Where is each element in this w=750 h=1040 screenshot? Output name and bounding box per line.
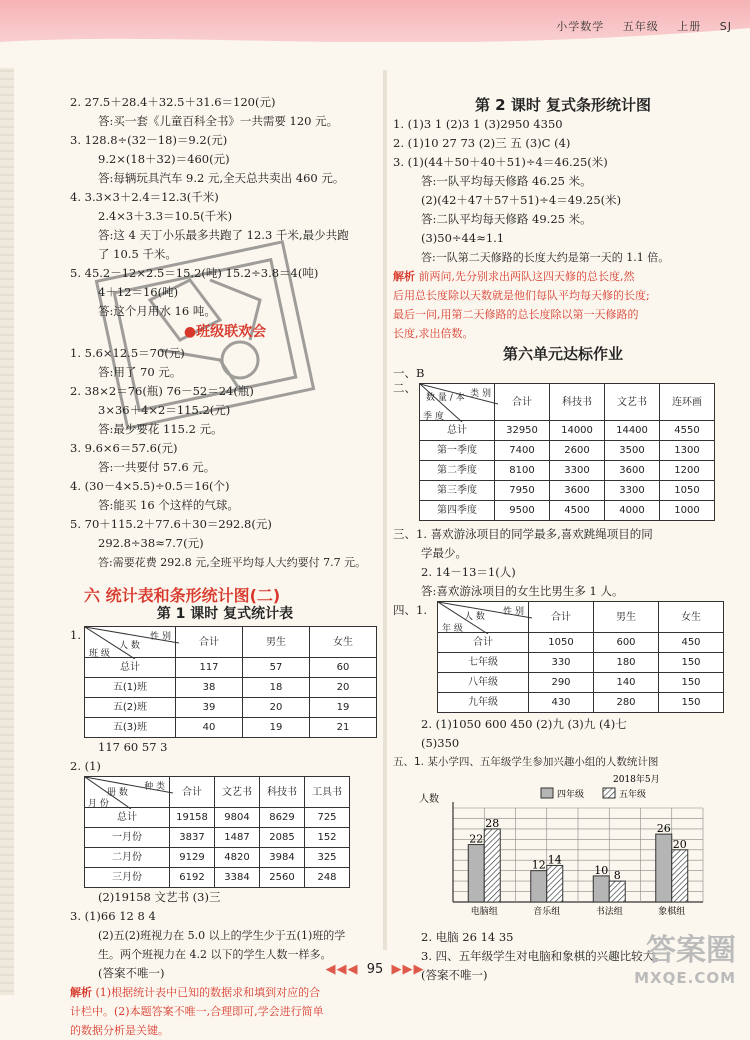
analysis-line	[70, 983, 380, 1002]
answer-line: 5. 70＋115.2＋77.6＋30＝292.8(元)	[70, 517, 272, 531]
bar-grade5	[672, 850, 688, 902]
answer-line: 3. 四、五年级学生对电脑和象棋的兴趣比较大。	[421, 949, 666, 963]
legend-label-grade5: 五年级	[619, 790, 647, 800]
analysis-line	[393, 267, 733, 286]
table-cell: 57	[243, 658, 310, 678]
table-cell: 117	[176, 658, 243, 678]
table-cell: 总计	[85, 808, 170, 828]
header-edition: SJ	[719, 20, 732, 33]
answer-line: 答:一队第二天修路的长度大约是第一天的 1.1 倍。	[421, 251, 670, 264]
analysis-line: 计栏中。(2)本题答案不唯一,合理即可,学会进行简单	[70, 1005, 324, 1018]
table-cell: 14000	[550, 421, 605, 441]
table-cell: 280	[594, 693, 659, 713]
table-cell: 248	[305, 868, 350, 888]
analysis-line: 最后一问,用第二天修路的总长度除以第一天修路的	[393, 308, 639, 321]
answer-line: 了 10.5 千米。	[98, 247, 177, 261]
chart-categories	[471, 905, 686, 917]
bar-grade4	[468, 845, 484, 902]
analysis-label: 解析	[393, 270, 415, 283]
bar-value-label: 26	[656, 822, 671, 836]
answer-line: 一、B	[393, 366, 425, 380]
answer-line: 答:每辆玩具汽车 9.2 元,全天总共卖出 460 元。	[98, 171, 345, 185]
table-cell: 合计	[438, 633, 529, 653]
table-header: 合计	[170, 777, 215, 808]
answer-line: 2.4×3＋3.3＝10.5(千米)	[98, 209, 233, 223]
table-cell: 4500	[550, 501, 605, 521]
bar-value-label: 14	[547, 853, 562, 867]
answer-line: (答案不唯一)	[98, 966, 165, 980]
question-label: 2. (1)	[70, 759, 101, 773]
category-label: 象棋组	[658, 907, 686, 917]
table-cell: 1050	[660, 481, 715, 501]
table-cell: 总计	[85, 658, 176, 678]
page-header	[542, 18, 732, 34]
table-header: 合计	[529, 602, 594, 633]
bar-value-label: 28	[485, 816, 500, 830]
answer-line: 4＋12＝16(吨)	[98, 285, 179, 299]
page-number: 95	[366, 962, 384, 977]
column-divider	[383, 70, 387, 950]
table-cell: 150	[659, 673, 724, 693]
answer-line: (5)350	[421, 736, 460, 750]
unit-test-title: 第六单元达标作业	[502, 345, 623, 363]
table-cell: 1200	[660, 461, 715, 481]
table-cell: 4820	[215, 848, 260, 868]
table-cell: 3984	[260, 848, 305, 868]
table-row	[85, 658, 377, 678]
table-header: 文艺书	[605, 384, 660, 421]
bar-value-label: 12	[531, 858, 546, 872]
table-cell: 3837	[170, 828, 215, 848]
table-cell: 9129	[170, 848, 215, 868]
analysis-text: (1)根据统计表中已知的数据求和填到对应的合	[95, 986, 321, 999]
table-cell: 2560	[260, 868, 305, 888]
bar-grade5	[484, 829, 500, 902]
answer-line: 2. 电脑 26 14 35	[421, 930, 514, 944]
table-cell: 1000	[660, 501, 715, 521]
table-row	[438, 653, 724, 673]
table-cell: 32950	[495, 421, 550, 441]
lesson-2-title: 第 2 课时 复式条形统计图	[474, 96, 652, 114]
table-row	[420, 481, 715, 501]
table-cell: 40	[176, 718, 243, 738]
bar-grade4	[531, 871, 547, 902]
bar-value-label: 20	[672, 837, 687, 851]
bar-grade4	[656, 834, 672, 902]
table-corner-cell	[85, 627, 176, 658]
watermark-text: 答案圈	[646, 933, 736, 968]
table-cell: 150	[659, 693, 724, 713]
table-cell: 九年级	[438, 693, 529, 713]
table-cell: 五(2)班	[85, 698, 176, 718]
table-cell: 19	[243, 718, 310, 738]
party-section-title: ●班级联欢会	[183, 324, 267, 340]
table-cell: 330	[529, 653, 594, 673]
answer-line: 9.2×(18＋32)＝460(元)	[98, 152, 230, 166]
table-cell: 4550	[660, 421, 715, 441]
table-header: 工具书	[305, 777, 350, 808]
answer-line: 3. (1)(44＋50＋40＋51)÷4＝46.25(米)	[393, 155, 608, 169]
answer-line: 学最少。	[421, 546, 467, 560]
table-cell: 4000	[605, 501, 660, 521]
table-row	[85, 808, 350, 828]
table-row	[438, 693, 724, 713]
question-two	[393, 379, 733, 521]
analysis-label: 解析	[70, 986, 92, 999]
legend-label-grade4: 四年级	[557, 790, 585, 800]
right-column	[393, 96, 733, 985]
table-corner-cell	[420, 384, 495, 421]
header-volume: 上册	[677, 20, 702, 33]
table-cell: 6192	[170, 868, 215, 888]
table-row	[85, 678, 377, 698]
answer-line: 4. (30－4×5.5)÷0.5＝16(个)	[70, 479, 230, 493]
table-cell: 290	[529, 673, 594, 693]
table-cell: 152	[305, 828, 350, 848]
table-cell: 450	[659, 633, 724, 653]
category-label: 书法组	[595, 907, 623, 917]
answer-line: 三、1. 喜欢游泳项目的同学最多,喜欢跳绳项目的同	[393, 527, 653, 541]
table-row	[85, 868, 350, 888]
table-cell: 七年级	[438, 653, 529, 673]
answer-line: 117 60 57 3	[98, 740, 168, 754]
table-cell: 1050	[529, 633, 594, 653]
answer-line: 3. (1)66 12 8 4	[70, 909, 156, 923]
table-header: 科技书	[550, 384, 605, 421]
table-cell: 3384	[215, 868, 260, 888]
table-row	[85, 698, 377, 718]
answer-line: 答:这 4 天丁小乐最多共跑了 12.3 千米,最少共跑	[98, 228, 349, 242]
bar-grade5	[609, 881, 625, 902]
answer-line: 4. 3.3×3＋2.4＝12.3(千米)	[70, 190, 219, 204]
table-cell: 2600	[550, 441, 605, 461]
question-label: 四、1.	[393, 603, 427, 617]
answer-line: 答:能买 16 个这样的气球。	[98, 498, 239, 512]
answer-line: 2. (1)1050 600 450 (2)九 (3)九 (4)七	[421, 717, 627, 731]
corner-label-top: 种 类	[144, 782, 165, 792]
table-cell: 150	[659, 653, 724, 673]
legend-swatch-grade4	[541, 788, 553, 798]
answer-line: 答:最少要花 115.2 元。	[98, 422, 223, 436]
table-cell: 8629	[260, 808, 305, 828]
header-curve	[0, 28, 750, 68]
unit-title: 六 统计表和条形统计图(二)	[84, 586, 281, 605]
answer-line: 2. 38×2＝76(瓶) 76－52＝24(瓶)	[70, 384, 254, 398]
table-cell: 19	[310, 698, 377, 718]
answer-line: 答:用了 70 元。	[98, 365, 182, 379]
answer-line: (2)五(2)班视力在 5.0 以上的学生少于五(1)班的学	[98, 929, 346, 942]
table-row	[420, 421, 715, 441]
grade-gender-table	[437, 601, 724, 713]
analysis-line: 的数据分析是关键。	[70, 1024, 169, 1037]
table-header: 男生	[594, 602, 659, 633]
question-four	[393, 601, 733, 713]
table-cell: 八年级	[438, 673, 529, 693]
table-cell: 180	[594, 653, 659, 673]
book-stats-table	[84, 776, 350, 888]
answer-line: (答案不唯一)	[421, 968, 488, 982]
left-column	[70, 93, 380, 1040]
corner-label-bottom: 班 级	[89, 649, 110, 659]
answer-line: 3. 128.8÷(32－18)＝9.2(元)	[70, 133, 228, 147]
table-row	[438, 633, 724, 653]
answer-line: 5. 45.2－12×2.5＝15.2(吨) 15.2÷3.8＝4(吨)	[70, 266, 319, 280]
table-cell: 39	[176, 698, 243, 718]
watermark-url: MXQE.COM	[634, 969, 736, 987]
answer-line: 答:这个月用水 16 吨。	[98, 304, 216, 318]
answer-line: 答:一队平均每天修路 46.25 米。	[421, 174, 592, 188]
table-cell: 9804	[215, 808, 260, 828]
legend-swatch-grade5	[603, 788, 615, 798]
table-cell: 第四季度	[420, 501, 495, 521]
table-row	[438, 673, 724, 693]
answer-line: 2. 27.5＋28.4＋32.5＋31.6＝120(元)	[70, 95, 276, 109]
bar-value-label: 8	[613, 869, 621, 883]
table-cell: 14400	[605, 421, 660, 441]
table-cell: 725	[305, 808, 350, 828]
corner-label-mid: 人 数	[464, 612, 485, 622]
table-cell: 7950	[495, 481, 550, 501]
table-cell: 18	[243, 678, 310, 698]
analysis-text: 前两问,先分别求出两队这四天修的总长度,然	[418, 270, 635, 283]
lesson-1-title: 第 1 课时 复式统计表	[156, 606, 294, 622]
corner-label-bottom: 年 级	[442, 624, 463, 634]
table-cell: 8100	[495, 461, 550, 481]
table-cell: 7400	[495, 441, 550, 461]
header-subject: 小学数学	[556, 20, 605, 33]
table-header: 连环画	[660, 384, 715, 421]
table-row	[85, 848, 350, 868]
table-cell: 38	[176, 678, 243, 698]
answer-line: 生。两个班视力在 4.2 以下的学生人数一样多。	[98, 948, 332, 961]
answer-line: 五、1. 某小学四、五年级学生参加兴趣小组的人数统计图	[393, 756, 659, 768]
chart-subtitle: 2018年5月	[613, 775, 660, 785]
table-cell: 总计	[420, 421, 495, 441]
table-cell: 第三季度	[420, 481, 495, 501]
answer-line: 2. (1)10 27 73 (2)三 五 (3)C (4)	[393, 136, 571, 150]
answer-line: 2. 14－13＝1(人)	[421, 565, 516, 579]
table-cell: 一月份	[85, 828, 170, 848]
prev-arrows: ◀◀◀	[325, 962, 359, 977]
corner-label-mid: 人 数	[119, 641, 140, 651]
table-row	[420, 501, 715, 521]
analysis-line: 后用总长度除以天数就是他们每队平均每天修的长度;	[393, 289, 650, 302]
table-cell: 19158	[170, 808, 215, 828]
table-cell: 二月份	[85, 848, 170, 868]
bar-value-label: 22	[469, 832, 484, 846]
category-label: 音乐组	[533, 907, 561, 917]
watermark	[634, 925, 736, 987]
table-cell: 第一季度	[420, 441, 495, 461]
question-label: 1.	[70, 628, 81, 642]
answer-line: 292.8÷38≈7.7(元)	[98, 536, 204, 550]
table-header: 女生	[310, 627, 377, 658]
question-1	[70, 626, 380, 738]
table-cell: 3300	[605, 481, 660, 501]
table-row	[85, 777, 350, 808]
analysis-line: 长度,求出倍数。	[393, 327, 474, 340]
question-label: 二、	[393, 381, 416, 395]
table-cell: 3600	[605, 461, 660, 481]
answer-line: 答:需要花费 292.8 元,全班平均每人大约要付 7.7 元。	[98, 556, 367, 569]
corner-label-top: 类 别	[470, 389, 491, 399]
table-header: 合计	[495, 384, 550, 421]
table-corner-cell	[85, 777, 170, 808]
table-cell: 325	[305, 848, 350, 868]
table-cell: 3600	[550, 481, 605, 501]
answer-line: 1. 5.6×12.5＝70(元)	[70, 346, 185, 360]
answer-line: 答:买一套《儿童百科全书》一共需要 120 元。	[98, 114, 339, 128]
answer-line: (2)(42＋47＋57＋51)÷4＝49.25(米)	[421, 193, 622, 207]
table-cell: 21	[310, 718, 377, 738]
answer-line: 答:二队平均每天修路 49.25 米。	[421, 212, 592, 226]
chart-ylabel: 人数	[419, 794, 439, 805]
corner-label-mid: 数 量 / 本	[426, 393, 465, 403]
table-corner-cell	[438, 602, 529, 633]
table-row	[85, 718, 377, 738]
table-row	[420, 441, 715, 461]
bar-grade5	[547, 865, 563, 902]
corner-label-top: 性 别	[150, 632, 171, 642]
table-cell: 20	[310, 678, 377, 698]
table-cell: 3300	[550, 461, 605, 481]
answer-line: 3. 9.6×6＝57.6(元)	[70, 441, 178, 455]
corner-label-bottom: 季 度	[423, 412, 444, 422]
table-row	[420, 461, 715, 481]
class-stats-table	[84, 626, 377, 738]
table-cell: 第二季度	[420, 461, 495, 481]
table-row	[85, 627, 377, 658]
answer-line: 1. (1)3 1 (2)3 1 (3)2950 4350	[393, 117, 563, 131]
page-binding	[0, 40, 14, 995]
table-row	[438, 602, 724, 633]
table-cell: 600	[594, 633, 659, 653]
table-cell: 五(3)班	[85, 718, 176, 738]
table-header: 科技书	[260, 777, 305, 808]
table-cell: 430	[529, 693, 594, 713]
bar-value-label: 10	[594, 863, 609, 877]
answer-line: 3×36＋4×2＝115.2(元)	[98, 403, 231, 417]
answer-line: 答:喜欢游泳项目的女生比男生多 1 人。	[421, 584, 624, 598]
answer-line: (3)50÷44≈1.1	[421, 231, 505, 245]
bar-grade4	[593, 876, 609, 902]
table-cell: 1300	[660, 441, 715, 461]
header-grade: 五年级	[622, 20, 659, 33]
table-cell: 五(1)班	[85, 678, 176, 698]
table-cell: 140	[594, 673, 659, 693]
corner-label-bottom: 月 份	[88, 799, 109, 809]
answer-line: (2)19158 文艺书 (3)三	[98, 890, 221, 904]
table-cell: 2085	[260, 828, 305, 848]
table-cell: 三月份	[85, 868, 170, 888]
table-row	[85, 828, 350, 848]
table-header: 女生	[659, 602, 724, 633]
table-cell: 9500	[495, 501, 550, 521]
corner-label-top: 性 别	[503, 607, 524, 617]
book-season-table	[419, 383, 715, 521]
table-row	[420, 384, 715, 421]
corner-label-mid: 册 数	[107, 788, 128, 798]
table-header: 合计	[176, 627, 243, 658]
table-cell: 1487	[215, 828, 260, 848]
table-cell: 60	[310, 658, 377, 678]
bar-chart	[413, 772, 713, 922]
table-cell: 3500	[605, 441, 660, 461]
next-arrows: ▶▶▶	[391, 962, 425, 977]
table-header: 男生	[243, 627, 310, 658]
category-label: 电脑组	[470, 907, 498, 917]
table-header: 文艺书	[215, 777, 260, 808]
table-cell: 20	[243, 698, 310, 718]
answer-line: 答:一共要付 57.6 元。	[98, 460, 216, 474]
